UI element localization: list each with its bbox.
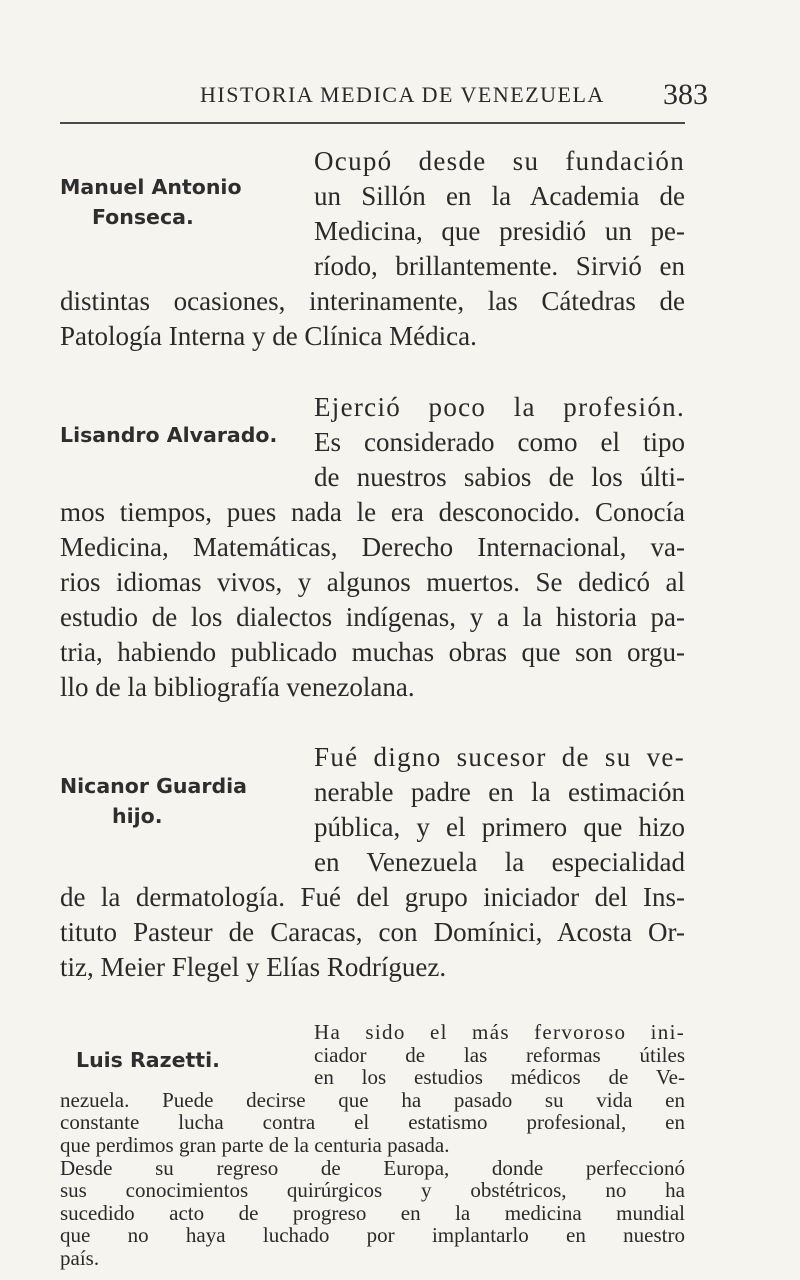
body-line: en los estudios médicos de Ve-: [314, 1065, 685, 1089]
body-line: mos tiempos, pues nada le era desconocido. Conocía: [60, 497, 685, 527]
body-line: país.: [60, 1246, 100, 1270]
body-line: rios idiomas vivos, y algunos muertos. Se dedicó al: [60, 567, 685, 597]
body-line: nezuela. Puede decirse que ha pasado su vida en: [60, 1088, 685, 1112]
body-line: constante lucha contra el estatismo profesional, en: [60, 1110, 685, 1134]
sidenote-name-line: Luis Razetti.: [76, 1048, 220, 1072]
body-line: nerable padre en la estimación: [314, 777, 685, 807]
body-line: en Venezuela la especialidad: [314, 847, 685, 877]
body-line: sus conocimientos quirúrgicos y obstétricos, no ha: [60, 1178, 685, 1202]
body-line: Desde su regreso de Europa, donde perfeccionó: [60, 1156, 685, 1180]
body-line: Fué digno sucesor de su ve-: [314, 742, 685, 772]
body-line: estudio de los dialectos indígenas, y a la historia pa-: [60, 602, 685, 632]
body-line: de la dermatología. Fué del grupo iniciador del Ins-: [60, 882, 685, 912]
sidenote-name-line: Lisandro Alvarado.: [60, 423, 278, 447]
body-line: Ejerció poco la profesión.: [314, 392, 685, 422]
body-line: Medicina, Matemáticas, Derecho Internacional, va-: [60, 532, 685, 562]
body-line: Medicina, que presidió un pe-: [314, 216, 685, 246]
sidenote-name-line: hijo.: [112, 804, 163, 828]
body-line: pública, y el primero que hizo: [314, 812, 685, 842]
body-line: de nuestros sabios de los últi-: [314, 462, 685, 492]
body-line: que perdimos gran parte de la centuria pasada.: [60, 1133, 450, 1157]
body-line: tria, habiendo publicado muchas obras que son orgu-: [60, 637, 685, 667]
body-line: sucedido acto de progreso en la medicina mundial: [60, 1201, 685, 1225]
header-rule: [60, 122, 685, 124]
running-title: HISTORIA MEDICA DE VENEZUELA: [200, 82, 605, 107]
page-number: 383: [663, 78, 708, 111]
body-line: llo de la bibliografía venezolana.: [60, 672, 415, 702]
running-header: [60, 80, 750, 116]
body-line: Es considerado como el tipo: [314, 427, 685, 457]
body-line: tituto Pasteur de Caracas, con Domínici, Acosta Or-: [60, 917, 685, 947]
body-line: Ocupó desde su fundación: [314, 146, 685, 176]
body-line: que no haya luchado por implantarlo en nuestro: [60, 1223, 685, 1247]
sidenote-name-line: Nicanor Guardia: [60, 774, 247, 798]
sidenote-name-line: Manuel Antonio: [60, 175, 242, 199]
body-line: tiz, Meier Flegel y Elías Rodríguez.: [60, 952, 447, 982]
body-line: ríodo, brillantemente. Sirvió en: [314, 251, 685, 281]
body-line: un Sillón en la Academia de: [314, 181, 685, 211]
sidenote-name-line: Fonseca.: [92, 205, 194, 229]
body-line: Patología Interna y de Clínica Médica.: [60, 321, 477, 351]
body-line: ciador de las reformas útiles: [314, 1043, 685, 1067]
body-line: distintas ocasiones, interinamente, las Cátedras de: [60, 286, 685, 316]
body-line: Ha sido el más fervoroso ini-: [314, 1020, 685, 1044]
